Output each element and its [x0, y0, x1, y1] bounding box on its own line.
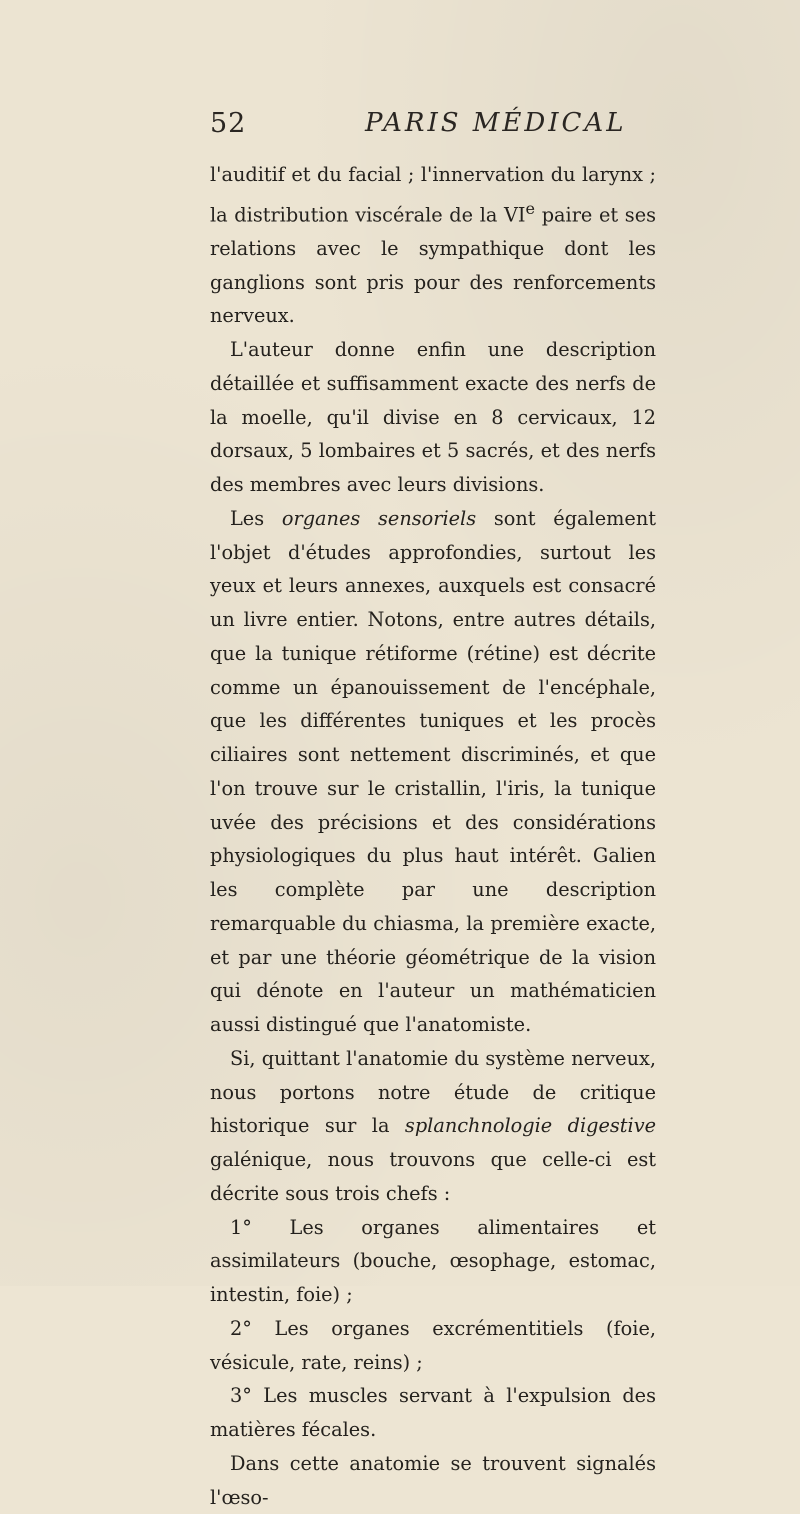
paragraph-2-text: L'auteur donne enfin une description détaillée et suffisamment exacte des nerfs de la moelle, qu'il divise en 8 cervicaux, 12 dorsaux, 5 lombaires et 5 sacrés, et des nerfs des membres avec leurs divisions.: [210, 338, 656, 497]
italic-splanchnologie-digestive: splanchnologie digestive: [404, 1114, 656, 1138]
superscript-e: e: [525, 198, 536, 218]
italic-organes-sensoriels: organes sensoriels: [281, 506, 477, 530]
list-item-2: [210, 1312, 656, 1380]
paragraph-4-start: Si, quittant l'anatomie du système nerveux, nous portons notre étude de critique historique sur la: [210, 1046, 656, 1138]
paragraph-1: [210, 158, 656, 333]
paragraph-4: [210, 1042, 656, 1211]
page-header: [210, 108, 660, 148]
paragraph-3-start: Les: [230, 506, 282, 530]
list-item-1: [210, 1211, 656, 1312]
list-item-3: [210, 1379, 656, 1447]
paragraph-last: [210, 1447, 656, 1514]
paragraph-2: [210, 333, 656, 502]
paragraph-4-rest: galénique, nous trouvons que celle-ci est décrite sous trois chefs :: [210, 1148, 656, 1205]
list-item-3-text: 3° Les muscles servant à l'expulsion des matières fécales.: [210, 1384, 656, 1442]
paragraph-1-text-end: paire et ses relations avec le sympathique dont les ganglions sont pris pour des renforcements nerveux.: [210, 203, 656, 328]
body-text: [210, 158, 656, 1514]
paragraph-last-text: Dans cette anatomie se trouvent signalés l'œso-: [210, 1451, 656, 1509]
list-item-2-text: 2° Les organes excrémentitiels (foie, vésicule, rate, reins) ;: [210, 1316, 656, 1374]
paragraph-3: [210, 502, 656, 1042]
page-number: 52: [210, 108, 247, 139]
paragraph-1-text: l'auditif et du facial ; l'innervation du larynx ; la distribution viscérale de la VI: [210, 163, 656, 227]
running-title: PARIS MÉDICAL: [365, 108, 627, 138]
paragraph-3-rest: sont également l'objet d'études approfondies, surtout les yeux et leurs annexes, auxquels est consacré un livre entier. Notons, entre autres détails, que la tunique rétiforme (rétine) est décrite comme un épanouissement de l'encéphale, que les différentes tuniques et les procès ciliaires sont nettement discriminés, et que l'on trouve sur le cristallin, l'iris, la tunique uvée des précisions et des considérations physiologiques du plus haut intérêt. Galien les complète par une description remarquable du chiasma, la première exacte, et par une théorie géométrique de la vision qui dénote en l'auteur un mathématicien aussi distingué que l'anatomiste.: [210, 506, 656, 1037]
list-item-1-text: 1° Les organes alimentaires et assimilateurs (bouche, œsophage, estomac, intestin, foie) ;: [210, 1215, 656, 1307]
